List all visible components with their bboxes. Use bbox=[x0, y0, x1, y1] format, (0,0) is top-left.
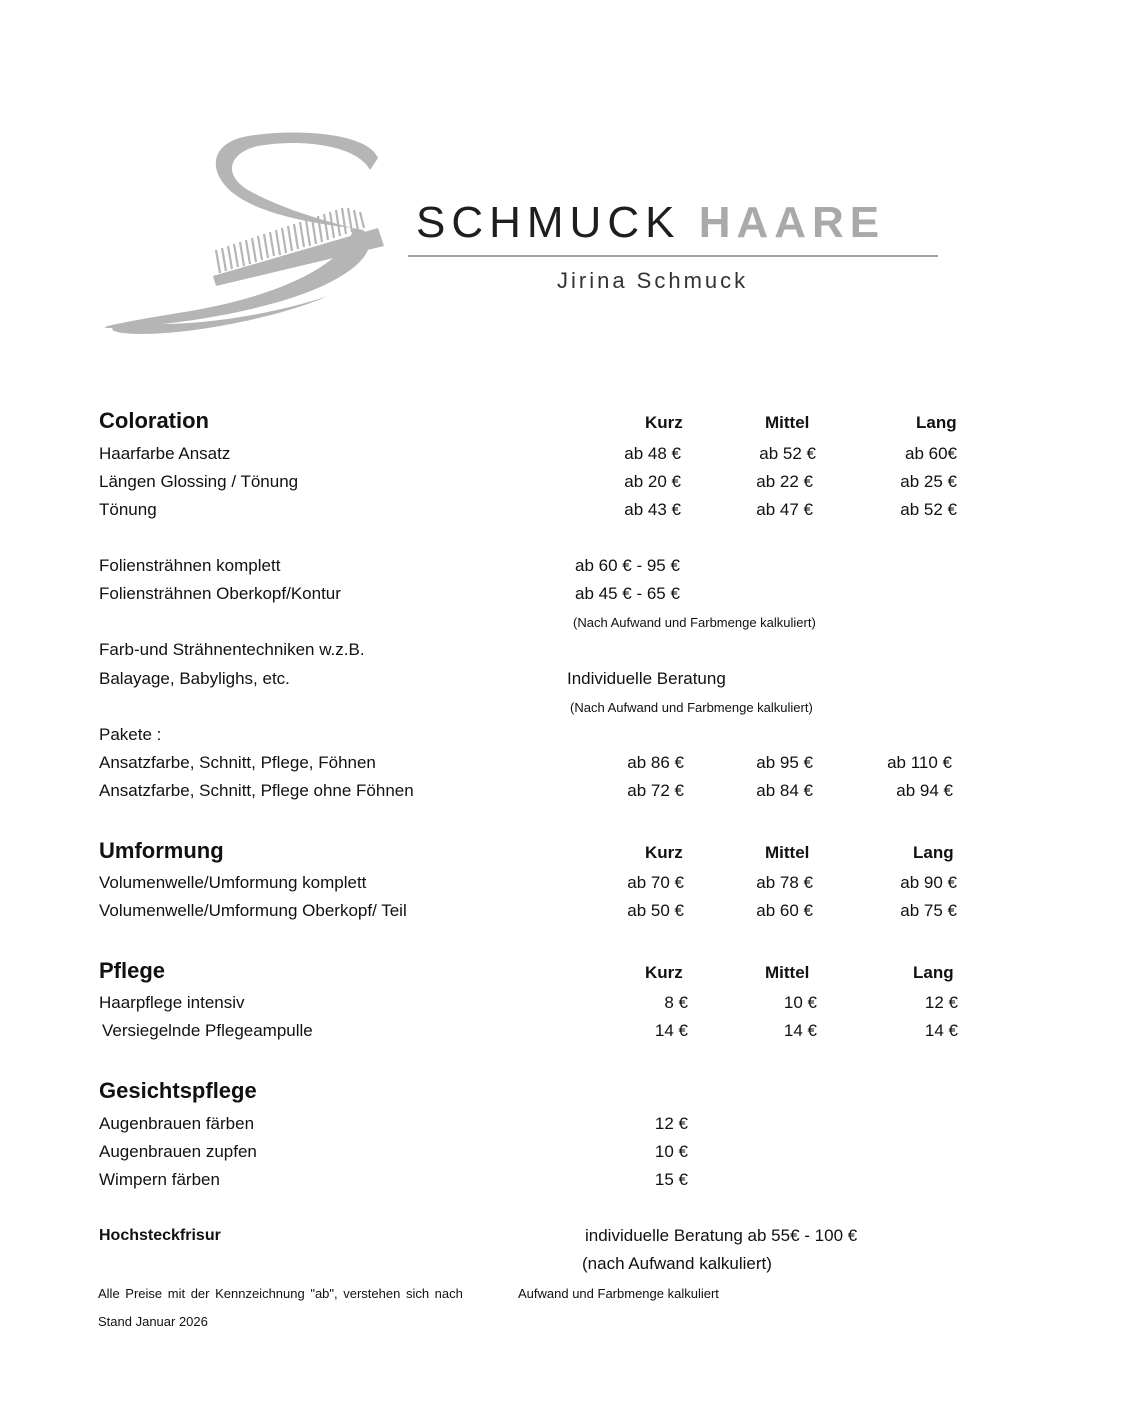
price-mittel: ab 60 € bbox=[756, 901, 813, 920]
row-label: Tönung bbox=[99, 500, 157, 519]
row-label: Längen Glossing / Tönung bbox=[99, 472, 299, 491]
price-kurz: ab 50 € bbox=[627, 901, 684, 920]
price-range: ab 45 € - 65 € bbox=[575, 584, 680, 603]
col-header-lang: Lang bbox=[913, 843, 954, 862]
row-label: Ansatzfarbe, Schnitt, Pflege ohne Föhnen bbox=[99, 781, 414, 800]
price-mittel: 10 € bbox=[783, 993, 817, 1012]
section-title-umformung: Umformung bbox=[99, 838, 224, 863]
price-kurz: ab 48 € bbox=[624, 444, 681, 463]
section-title-pflege: Pflege bbox=[99, 958, 166, 983]
col-header-kurz: Kurz bbox=[645, 963, 683, 982]
price: 12 € bbox=[654, 1114, 688, 1133]
col-header-mittel: Mittel bbox=[765, 963, 810, 982]
price-lang: 14 € bbox=[924, 1021, 958, 1040]
col-header-kurz: Kurz bbox=[645, 843, 683, 862]
price-mittel: 14 € bbox=[783, 1021, 817, 1040]
price-mittel: ab 78 € bbox=[756, 873, 813, 892]
row-label: Ansatzfarbe, Schnitt, Pflege, Föhnen bbox=[99, 753, 376, 772]
row-label: Farb-und Strähnentechniken w.z.B. bbox=[99, 640, 365, 659]
price-note: (nach Aufwand kalkuliert) bbox=[582, 1254, 772, 1273]
price-kurz: ab 20 € bbox=[624, 472, 681, 491]
section-title-hochsteckfrisur: Hochsteckfrisur bbox=[99, 1227, 221, 1244]
price-lang: ab 94 € bbox=[896, 781, 953, 800]
row-label: Wimpern färben bbox=[99, 1170, 220, 1189]
price-mittel: ab 95 € bbox=[756, 753, 813, 772]
brand-name: SCHMUCK HAARE bbox=[416, 198, 886, 247]
price-note: (Nach Aufwand und Farbmenge kalkuliert) bbox=[570, 700, 813, 715]
price-kurz: ab 43 € bbox=[624, 500, 681, 519]
price-lang: ab 52 € bbox=[900, 500, 957, 519]
price-kurz: 8 € bbox=[664, 993, 688, 1012]
section-title-coloration: Coloration bbox=[99, 408, 209, 433]
price-mittel: ab 22 € bbox=[756, 472, 813, 491]
price-range: individuelle Beratung ab 55€ - 100 € bbox=[585, 1226, 858, 1245]
section-title-gesichtspflege: Gesichtspflege bbox=[99, 1078, 257, 1103]
salon-logo bbox=[98, 128, 398, 343]
col-header-mittel: Mittel bbox=[765, 413, 810, 432]
row-label: Haarpflege intensiv bbox=[99, 993, 245, 1012]
footer-note: Alle Preise mit der Kennzeichnung "ab", verstehen sich nach bbox=[98, 1286, 463, 1301]
footer-note-continued: Aufwand und Farbmenge kalkuliert bbox=[518, 1286, 719, 1301]
col-header-lang: Lang bbox=[916, 413, 957, 432]
price-kurz: ab 72 € bbox=[627, 781, 684, 800]
row-label: Volumenwelle/Umformung Oberkopf/ Teil bbox=[99, 901, 407, 920]
price-note: (Nach Aufwand und Farbmenge kalkuliert) bbox=[573, 615, 816, 630]
row-label: Versiegelnde Pflegeampulle bbox=[102, 1021, 313, 1040]
price: 15 € bbox=[654, 1170, 688, 1189]
comb-icon bbox=[213, 208, 384, 286]
price-kurz: 14 € bbox=[654, 1021, 688, 1040]
col-header-kurz: Kurz bbox=[645, 413, 683, 432]
price-range: ab 60 € - 95 € bbox=[575, 556, 680, 575]
row-label: Augenbrauen färben bbox=[99, 1114, 255, 1133]
price-lang: ab 110 € bbox=[887, 753, 952, 772]
price-lang: ab 60€ bbox=[905, 444, 957, 463]
price-mittel: ab 47 € bbox=[756, 500, 813, 519]
col-header-mittel: Mittel bbox=[765, 843, 810, 862]
footer-stand: Stand Januar 2026 bbox=[98, 1314, 208, 1329]
price-mittel: ab 84 € bbox=[756, 781, 813, 800]
brand-divider bbox=[408, 255, 938, 257]
price-kurz: ab 70 € bbox=[627, 873, 684, 892]
row-label: Balayage, Babylighs, etc. bbox=[99, 669, 290, 688]
price-lang: ab 90 € bbox=[900, 873, 957, 892]
row-label: Volumenwelle/Umformung komplett bbox=[99, 873, 367, 892]
row-label: Foliensträhnen komplett bbox=[99, 556, 281, 575]
row-label: Foliensträhnen Oberkopf/Kontur bbox=[99, 584, 341, 603]
row-label: Augenbrauen zupfen bbox=[99, 1142, 257, 1161]
price-mittel: ab 52 € bbox=[759, 444, 816, 463]
price-range: Individuelle Beratung bbox=[567, 669, 726, 688]
brand-owner: Jirina Schmuck bbox=[557, 268, 749, 293]
subsection-title-pakete: Pakete : bbox=[99, 725, 162, 744]
price-lang: ab 25 € bbox=[900, 472, 957, 491]
price-lang: ab 75 € bbox=[900, 901, 957, 920]
price: 10 € bbox=[654, 1142, 688, 1161]
price-kurz: ab 86 € bbox=[627, 753, 684, 772]
row-label: Haarfarbe Ansatz bbox=[99, 444, 231, 463]
price-lang: 12 € bbox=[924, 993, 958, 1012]
col-header-lang: Lang bbox=[913, 963, 954, 982]
